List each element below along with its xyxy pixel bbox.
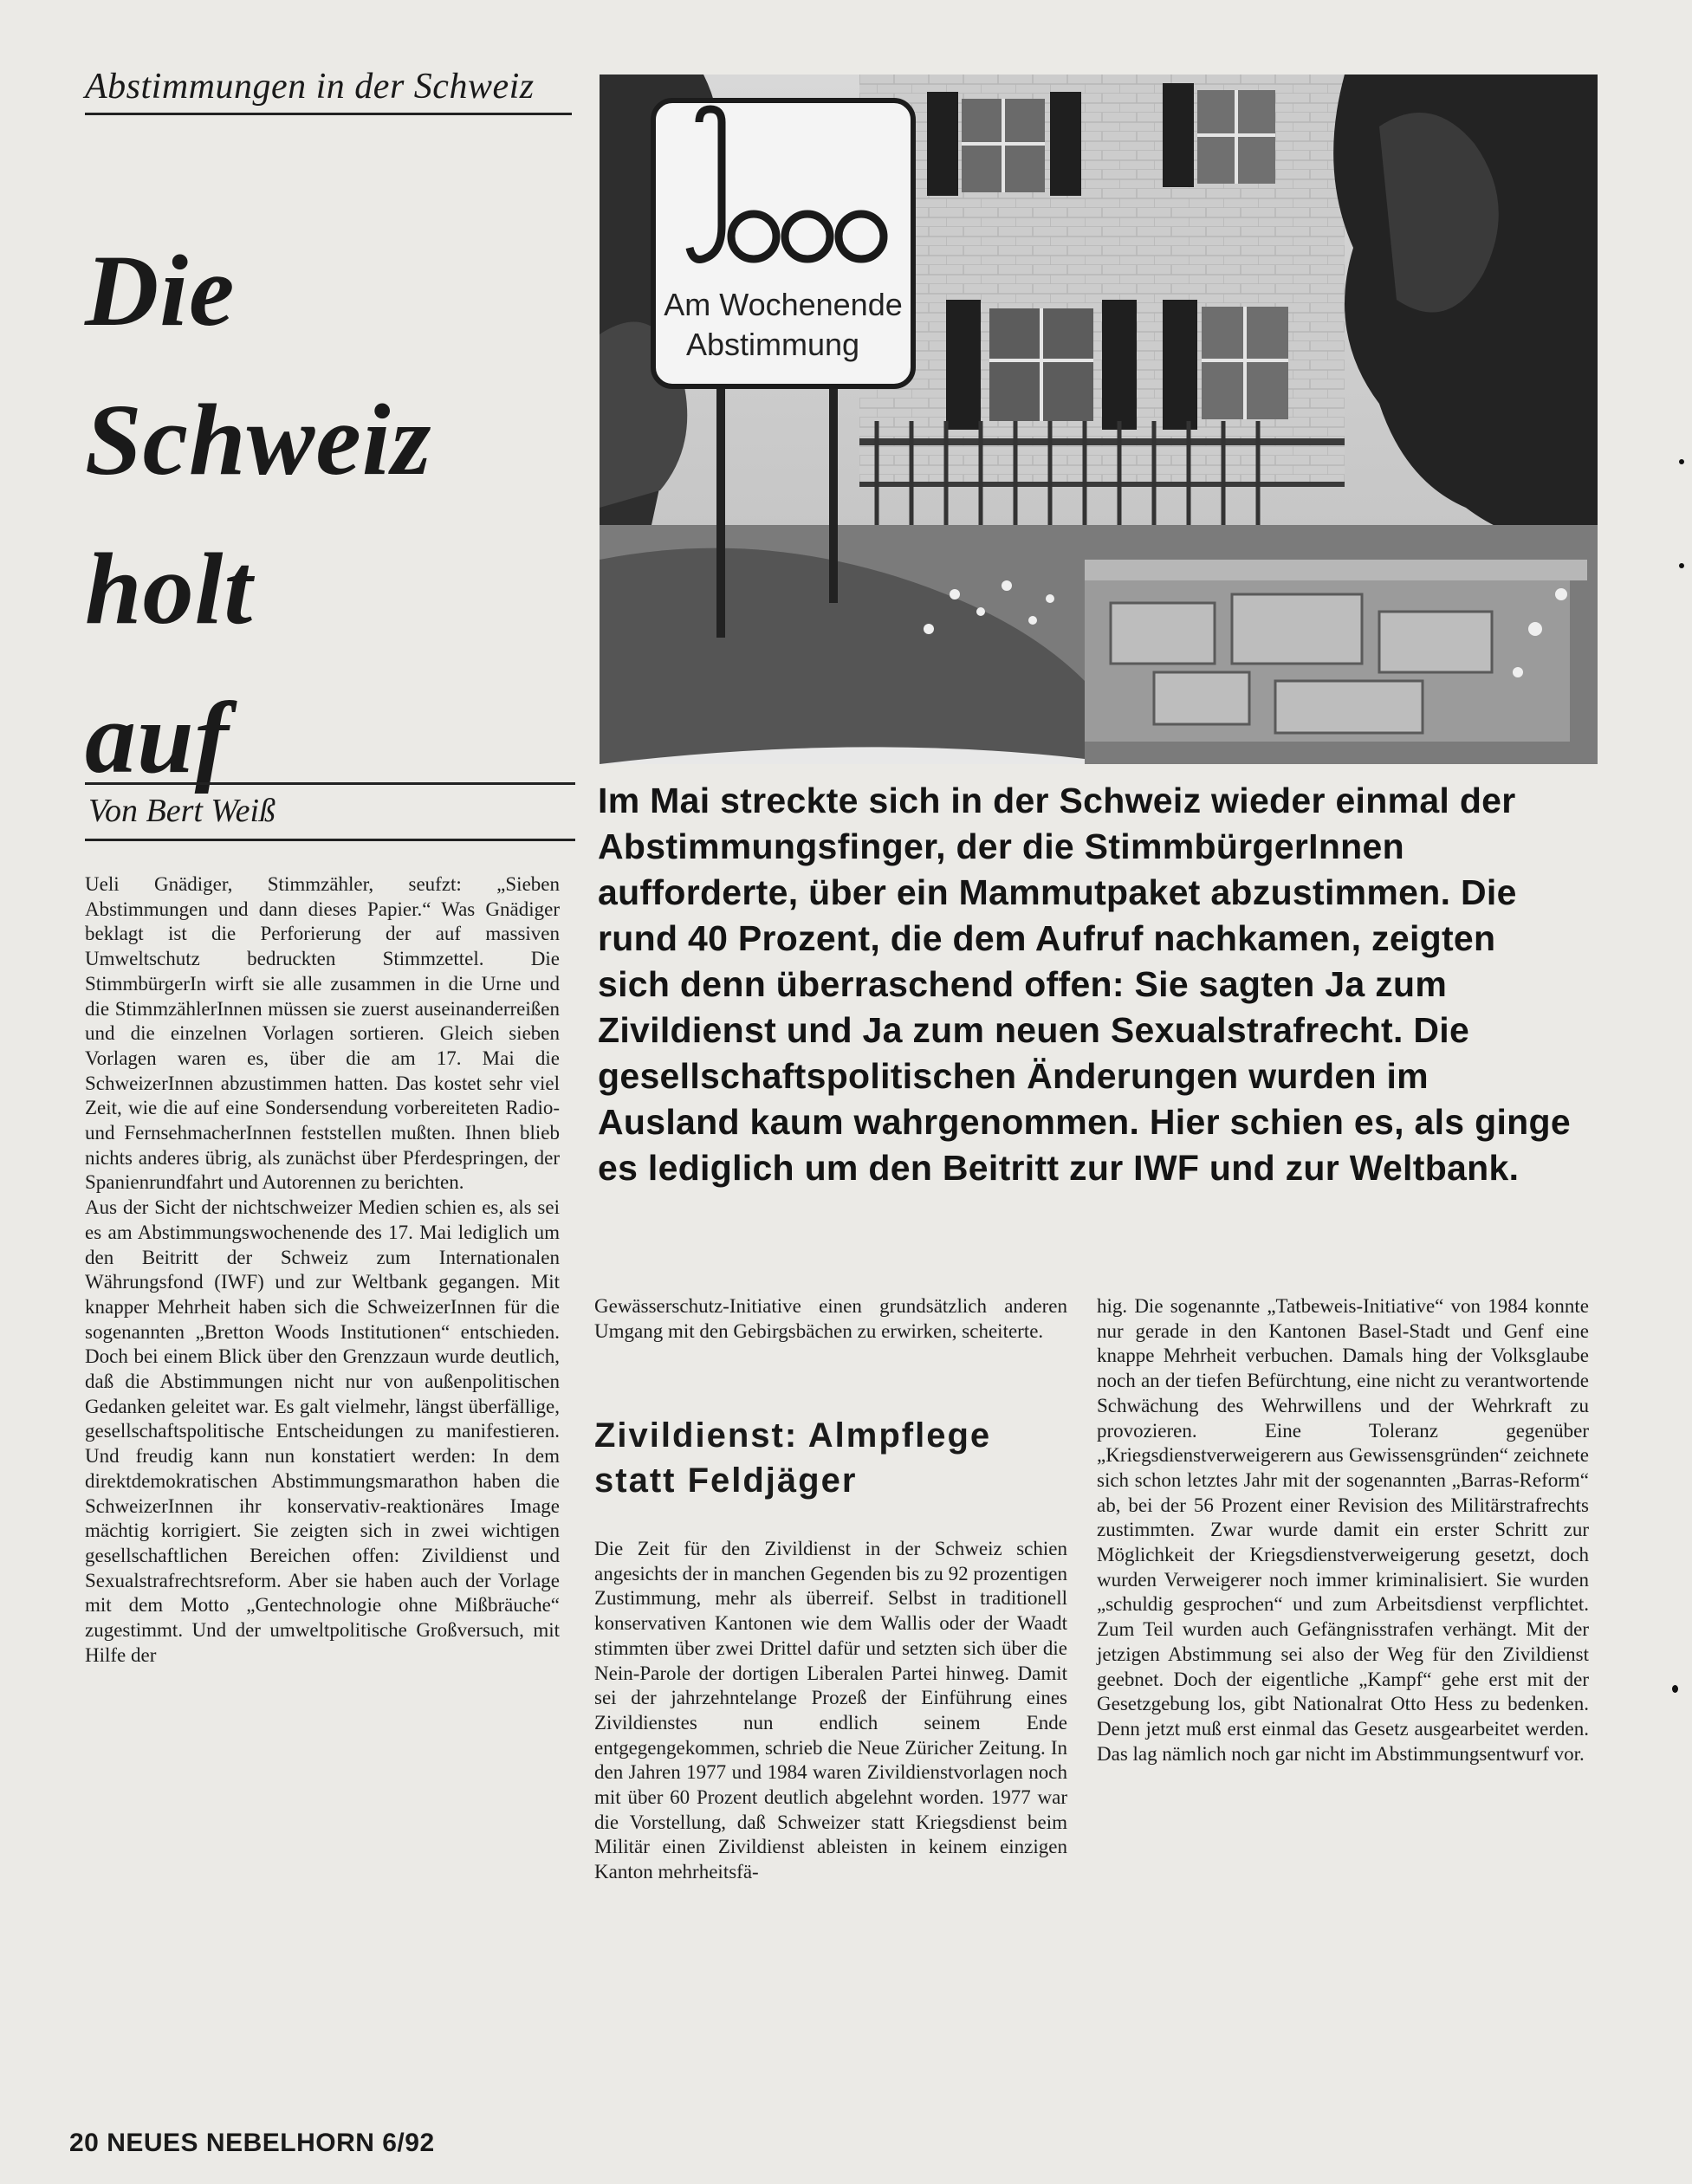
body-paragraph: Die Zeit für den Zivildienst in der Schweiz schien angesichts der in manchen Gegenden bis zu 92 prozentigen Zustimmung, mehr als überreif. Selbst in traditionell konservativen Kantonen wie dem Wallis oder der Waadt stimmten über zwei Drittel dafür und setzten sich über die Nein-Parole der dortigen Liberalen Partei hinweg. Damit sei der jahrzehntelange Prozeß der Einführung eines Zivildienstes nun endlich seinem Ende entgegengekommen, schrieb die Neue Züricher Zeitung. In den Jahren 1977 und 1984 waren Zivildienstvorlagen noch mit über 60 Prozent deutlich abgelehnt worden. 1977 war die Vorstellung, daß Schweizer statt Kriegsdienst beim Militär einen Zivildienst ableisten in keinem einzigen Kanton mehrheitsfä- bbox=[594, 1538, 1067, 1883]
section-label: Abstimmungen in der Schweiz bbox=[85, 66, 572, 115]
body-paragraph: hig. Die sogenannte „Tatbeweis-Initiative“ von 1984 konnte nur gerade in den Kantonen Basel-Stadt und Genf eine knappe Mehrheit verbuchen. Damals hing der Volksglaube noch an der tiefen Befürchtung, eine nicht zu verantwortende Schwächung des Wehrwillens und der Wehrkraft zu provozieren. Eine Toleranz gegenüber „Kriegsdienstverweigerern aus Gewissensgründen“ zeichnete sich schon letztes Jahr mit der sogenannten „Barras-Reform“ ab, bei der 56 Prozent einer Revision des Militärstrafrechts zustimmten. Zwar wurde damit ein erster Schritt zur Möglichkeit der Kriegsdienstverweigerung gesetzt, doch wurden Verweigerer noch immer kriminalisiert. Sie wurden „schuldig gesprochen“ und zum Arbeitsdienst verpflichtet. Zum Teil wurden auch Gefängnisstrafen verhängt. Mit der jetzigen Abstimmung sei also der Weg für den Zivildienst geebnet. Doch der eigentliche „Kampf“ gehe erst mit der Gesetzgebung los, gibt Nationalrat Otto Hess zu bedenken. Denn jetzt muß erst einmal das Gesetz ausgearbeitet werden. Das lag nämlich noch gar nicht im Abstimmungsentwurf vor. bbox=[1097, 1295, 1589, 1765]
scan-speck bbox=[1679, 459, 1684, 464]
scan-speck bbox=[1679, 563, 1684, 568]
photo-illustration bbox=[600, 75, 1598, 764]
sign-text-line2: Abstimmung bbox=[685, 327, 860, 362]
scan-speck bbox=[1672, 1685, 1678, 1693]
headline-line: Schweiz bbox=[85, 383, 432, 496]
column-1 bbox=[85, 872, 560, 1669]
column-3 bbox=[1097, 1294, 1589, 1766]
page-footer: 20 NEUES NEBELHORN 6/92 bbox=[69, 2129, 435, 2157]
lead-paragraph: Im Mai streckte sich in der Schweiz wieder einmal der Abstimmungsfinger, der die StimmbürgerInnen aufforderte, über ein Mammutpaket abzustimmen. Die rund 40 Prozent, die dem Aufruf nachkamen, zeigten sich denn überraschend offen: Sie sagten Ja zum Zivildienst und Ja zum neuen Sexualstrafrecht. Die gesellschaftspolitischen Änderungen wurden im Ausland kaum wahrgenommen. Hier schien es, als ginge es lediglich um den Beitritt zur IWF und zur Weltbank. bbox=[598, 781, 1571, 1188]
column-2-body bbox=[594, 1537, 1067, 1885]
headline-line: holt bbox=[85, 532, 254, 645]
article-photo bbox=[600, 75, 1598, 764]
body-paragraph: Gewässerschutz-Initiative einen grundsätzlich anderen Umgang mit den Gebirgsbächen zu erwirken, scheiterte. bbox=[594, 1295, 1067, 1342]
headline bbox=[85, 217, 570, 813]
subheading: Zivildienst: Almpflege statt Feldjäger bbox=[594, 1416, 992, 1500]
body-paragraph: Aus der Sicht der nichtschweizer Medien schien es, als sei es am Abstimmungswochenende des 17. Mai lediglich um den Beitritt der Schweiz zum Internationalen Währungsfond (IWF) und zur Weltbank gegangen. Mit knapper Mehrheit haben sich die SchweizerInnen für die sogenannten „Bretton Woods Institutionen“ entschieden. Doch bei einem Blick über den Grenzzaun wurde deutlich, daß die Abstimmungen nicht nur von außenpolitischen Gedanken geleitet war. Es galt vielmehr, längst überfällige, gesellschaftspolitische Entscheidungen zu manifestieren. Und freudig kann nun konstatiert werden: In dem direktdemokratischen Abstimmungsmarathon haben die SchweizerInnen ihr konservativ-reaktionäres Image mächtig korrigiert. Sie zeigten sich in zwei wichtigen gesellschaftlichen Bereichen offen: Zivildienst und Sexualstrafrechtsreform. Aber sie haben auch der Vorlage mit dem Motto „Gentechnologie ohne Mißbräuche“ zugestimmt. Und der umweltpolitische Großversuch, mit Hilfe der bbox=[85, 1196, 560, 1666]
sign-text-line1: Am Wochenende bbox=[664, 287, 903, 322]
byline: Von Bert Weiß bbox=[85, 782, 575, 841]
headline-line: Die bbox=[85, 234, 236, 347]
body-paragraph: Ueli Gnädiger, Stimmzähler, seufzt: „Sieben Abstimmungen und dann dieses Papier.“ Was Gnädiger beklagt ist die Perforierung der auf massiven Umweltschutz bedruckten Stimmzettel. Die StimmbürgerIn wirft sie alle zusammen in die Urne und die StimmzählerInnen müssen sie zuerst auseinanderreißen und die einzelnen Vorlagen sortieren. Gleich sieben Vorlagen waren es, über die am 17. Mai die SchweizerInnen abzustimmen hatten. Das kostet sehr viel Zeit, wie die auf eine Sondersendung vorbereiteten Radio- und FernsehmacherInnen feststellen mußten. Ihnen blieb nichts anderes übrig, als zunächst über Pferdespringen, der Spanienrundfahrt und Autorennen zu berichten. bbox=[85, 873, 560, 1194]
column-2-intro bbox=[594, 1294, 1067, 1344]
headline-line: auf bbox=[85, 681, 230, 794]
